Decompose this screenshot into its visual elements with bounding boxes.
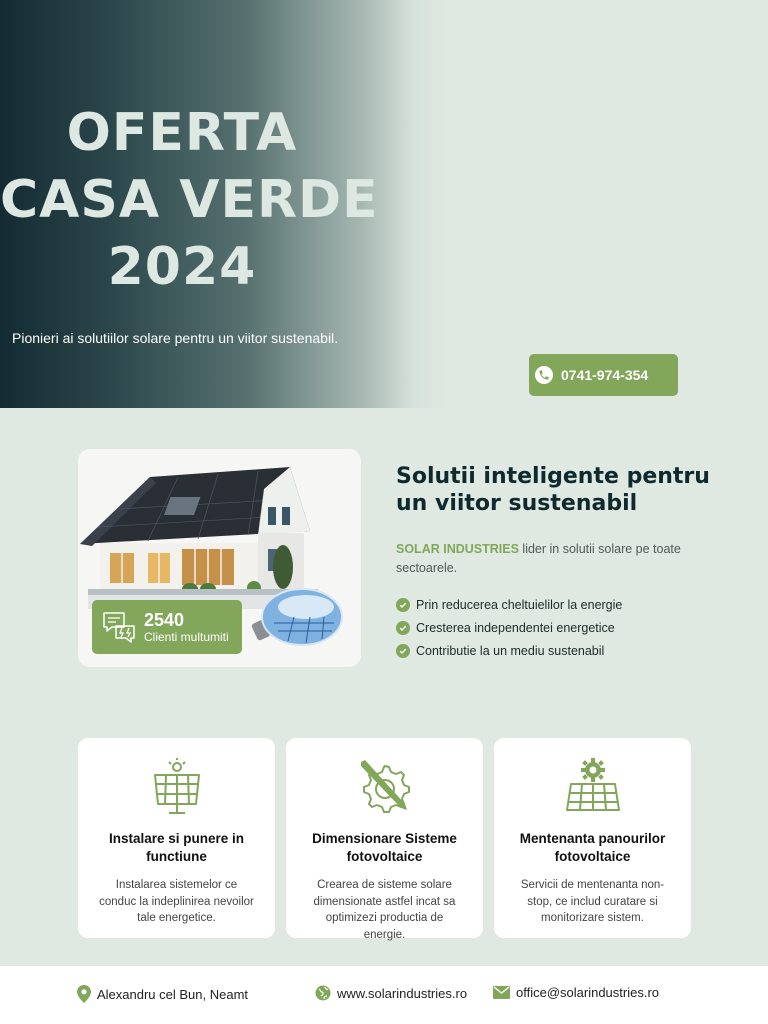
check-icon xyxy=(396,621,410,635)
footer-website-link[interactable] xyxy=(315,985,467,1001)
service-description: Instalarea sistemelor ce conduc la indeplinirea nevoilor tale energetice. xyxy=(99,879,254,924)
service-description: Crearea de sisteme solare dimensionate astfel incat sa optimizezi productia de energie. xyxy=(313,879,456,941)
benefit-item xyxy=(396,616,622,639)
check-icon xyxy=(396,644,410,658)
clients-stats-badge xyxy=(92,600,242,654)
chat-bubbles-icon xyxy=(102,610,136,644)
hero-title xyxy=(0,100,379,301)
globe-icon xyxy=(315,985,331,1001)
hero-title-line: 2024 xyxy=(107,237,257,297)
brand-name: SOLAR INDUSTRIES xyxy=(396,542,519,556)
service-title: Dimensionare Sisteme fotovoltaice xyxy=(312,831,457,864)
benefit-item xyxy=(396,593,622,616)
check-icon xyxy=(396,598,410,612)
benefits-list xyxy=(396,593,622,662)
house-photo-card xyxy=(78,449,361,667)
stats-label: Clienti multumiti xyxy=(144,629,229,644)
hero-title-line: OFERTA xyxy=(66,103,298,163)
benefit-label: Cresterea independentei energetice xyxy=(416,620,615,635)
benefit-item xyxy=(396,639,622,662)
location-pin-icon xyxy=(77,985,91,1003)
hero-title-line: CASA VERDE xyxy=(0,170,379,230)
website-text: www.solarindustries.ro xyxy=(337,985,468,1001)
footer-email-link[interactable] xyxy=(493,985,659,1000)
gear-wrench-icon xyxy=(355,758,415,818)
service-title: Mentenanta panourilor fotovoltaice xyxy=(519,831,666,864)
hero-banner xyxy=(0,0,768,408)
email-text: office@solarindustries.ro xyxy=(516,985,660,1000)
solar-panel-icon xyxy=(147,758,207,816)
service-card-installation xyxy=(78,738,275,938)
envelope-icon xyxy=(493,986,510,999)
phone-icon xyxy=(535,366,553,384)
benefit-label: Prin reducerea cheltuielilor la energie xyxy=(416,597,623,612)
address-text: Alexandru cel Bun, Neamt xyxy=(97,986,249,1002)
footer-address xyxy=(77,985,248,1003)
phone-button[interactable] xyxy=(529,354,678,396)
panel-gear-icon xyxy=(563,758,623,816)
hero-tagline: Pionieri ai solutiilor solare pentru un viitor sustenabil. xyxy=(12,330,339,346)
stats-text xyxy=(144,610,229,645)
service-card-maintenance xyxy=(494,738,691,938)
info-description xyxy=(396,540,686,578)
service-card-sizing xyxy=(286,738,483,941)
footer xyxy=(0,966,768,1024)
info-title: Solutii inteligente pentru un viitor sustenabil xyxy=(396,464,710,516)
brand-description: lider in solutii solare pe toate sectoarele. xyxy=(396,542,681,575)
benefit-label: Contributie la un mediu sustenabil xyxy=(416,643,605,658)
service-title: Instalare si punere in functiune xyxy=(108,831,245,864)
phone-number: 0741-974-354 xyxy=(561,367,649,383)
stats-number: 2540 xyxy=(144,609,185,630)
service-description: Servicii de mentenanta non-stop, ce includ curatare si monitorizare sistem. xyxy=(520,879,665,924)
